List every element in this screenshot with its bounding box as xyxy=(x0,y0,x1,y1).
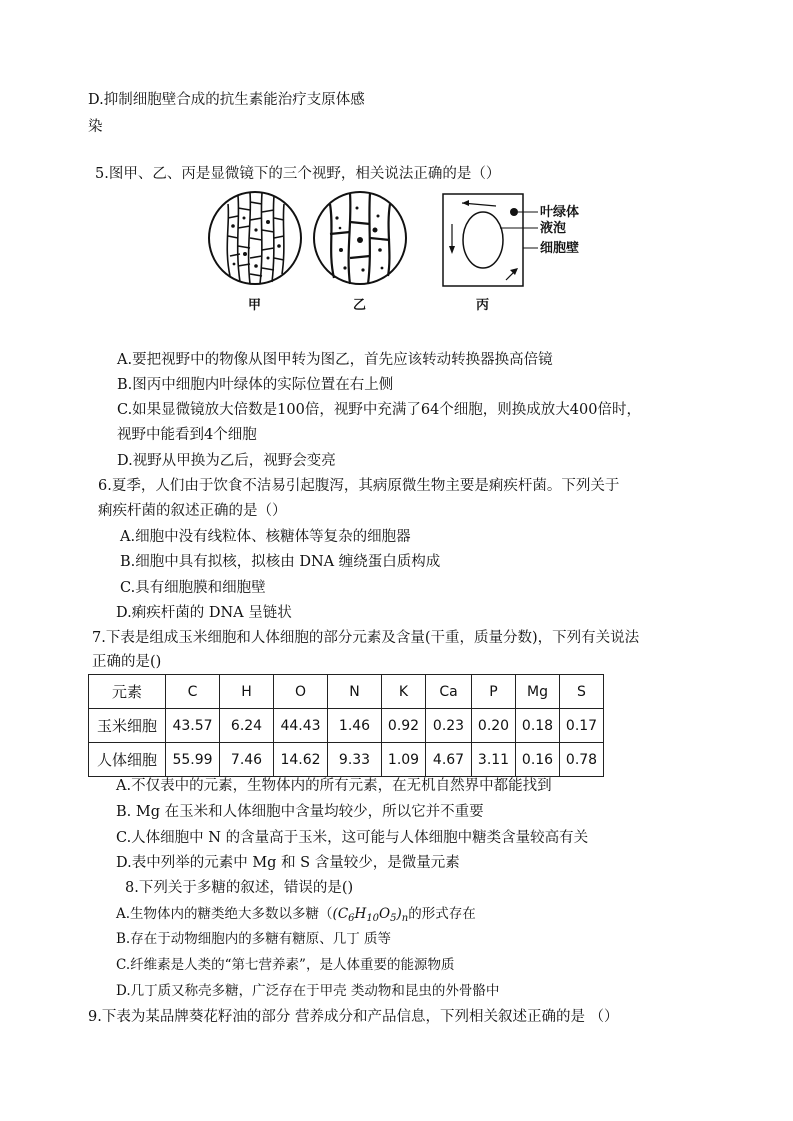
q5-option-b: B.图丙中细胞内叶绿体的实际位置在右上侧 xyxy=(117,377,394,393)
label-yi: 乙 xyxy=(353,298,367,313)
q7-option-d: D.表中列举的元素中 Mg 和 S 含量较少，是微量元素 xyxy=(116,855,460,871)
q5-option-d: D.视野从甲换为乙后，视野会变亮 xyxy=(117,453,336,469)
table-cell: 9.33 xyxy=(328,743,382,777)
table-header-row xyxy=(89,675,604,709)
q7-option-b: B. Mg 在玉米和人体细胞中含量均较少，所以它并不重要 xyxy=(116,804,484,820)
element-content-table xyxy=(88,674,604,777)
table-cell: 玉米细胞 xyxy=(89,709,166,743)
q6-option-c: C.具有细胞膜和细胞壁 xyxy=(120,580,266,596)
q5-stem: 5.图甲、乙、丙是显微镜下的三个视野，相关说法正确的是（） xyxy=(95,166,501,182)
table-cell: 55.99 xyxy=(166,743,220,777)
formula-close: ) xyxy=(396,906,402,922)
formula-sub-6: 6 xyxy=(348,913,355,924)
table-cell: Mg xyxy=(516,675,560,709)
table-row xyxy=(89,709,604,743)
formula-sub-10: 10 xyxy=(366,913,380,924)
table-cell: 3.11 xyxy=(472,743,516,777)
table-cell: Ca xyxy=(426,675,472,709)
table-cell: 0.78 xyxy=(560,743,604,777)
q8-option-d: D.几丁质又称壳多糖，广泛存在于甲壳 类动物和昆虫的外骨骼中 xyxy=(116,983,500,999)
table-cell: 人体细胞 xyxy=(89,743,166,777)
label-chloroplast: 叶绿体 xyxy=(540,205,580,220)
q6-stem-line2: 痢疾杆菌的叙述正确的是（） xyxy=(98,503,287,519)
table-cell: 元素 xyxy=(89,675,166,709)
q8-option-b: B.存在于动物细胞内的多糖有糖原、几丁 质等 xyxy=(116,931,392,947)
q5-figure xyxy=(200,188,600,318)
table-cell: S xyxy=(560,675,604,709)
formula-sub-5: 5 xyxy=(390,913,397,924)
table-cell: 0.17 xyxy=(560,709,604,743)
q6-option-d: D.痢疾杆菌的 DNA 呈链状 xyxy=(116,605,292,621)
q8-option-a-text: A.生物体内的糖类绝大多数以多糖（ xyxy=(116,906,333,922)
q5-option-c-line2: 视野中能看到4个细胞 xyxy=(117,427,257,443)
table-cell: C xyxy=(166,675,220,709)
table-cell: 4.67 xyxy=(426,743,472,777)
q8-option-a xyxy=(116,904,476,929)
table-cell: 0.23 xyxy=(426,709,472,743)
table-cell: 0.92 xyxy=(382,709,426,743)
table-cell: 44.43 xyxy=(274,709,328,743)
q5-option-c-line1: C.如果显微镜放大倍数是100倍，视野中充满了64个细胞，则换成放大400倍时， xyxy=(117,402,641,418)
field-jia xyxy=(209,192,301,284)
table-cell: K xyxy=(382,675,426,709)
label-cell-wall: 细胞壁 xyxy=(540,241,580,256)
label-jia: 甲 xyxy=(248,298,262,313)
q7-stem-line1: 7.下表是组成玉米细胞和人体细胞的部分元素及含量(干重，质量分数)，下列有关说法 xyxy=(92,630,640,646)
table-cell: 0.20 xyxy=(472,709,516,743)
q8-option-a-tail: 的形式存在 xyxy=(408,906,476,922)
label-vacuole: 液泡 xyxy=(540,221,567,236)
q7-option-a: A.不仅表中的元素，生物体内的所有元素，在无机自然界中都能找到 xyxy=(116,778,552,794)
table-cell: 0.18 xyxy=(516,709,560,743)
table-cell: 14.62 xyxy=(274,743,328,777)
polysaccharide-formula xyxy=(333,906,409,922)
formula-sub-n: n xyxy=(401,913,409,924)
q5-option-a: A.要把视野中的物像从图甲转为图乙，首先应该转动转换器换高倍镜 xyxy=(117,352,553,368)
table-cell: 1.46 xyxy=(328,709,382,743)
field-bing xyxy=(443,194,538,286)
table-cell: 0.16 xyxy=(516,743,560,777)
q6-option-b: B.细胞中具有拟核，拟核由 DNA 缠绕蛋白质构成 xyxy=(120,554,441,570)
table-cell: H xyxy=(220,675,274,709)
formula-o: O xyxy=(379,906,391,922)
q6-stem-line1: 6.夏季，人们由于饮食不洁易引起腹泻，其病原微生物主要是痢疾杆菌。下列关于 xyxy=(98,478,620,494)
formula-open: (C xyxy=(332,906,349,922)
q9-stem: 9.下表为某品牌葵花籽油的部分 营养成分和产品信息，下列相关叙述正确的是 （） xyxy=(88,1009,619,1025)
q7-stem-line2: 正确的是() xyxy=(92,654,162,670)
q8-option-c: C.纤维素是人类的“第七营养素”，是人体重要的能源物质 xyxy=(116,957,455,973)
q7-option-c: C.人体细胞中 N 的含量高于玉米，这可能与人体细胞中糖类含量较高有关 xyxy=(116,830,589,846)
table-cell: P xyxy=(472,675,516,709)
formula-h: H xyxy=(354,906,367,922)
q8-stem: 8.下列关于多糖的叙述，错误的是() xyxy=(125,880,354,896)
table-row xyxy=(89,743,604,777)
table-cell: O xyxy=(274,675,328,709)
label-bing: 丙 xyxy=(476,298,490,313)
q6-option-a: A.细胞中没有线粒体、核糖体等复杂的细胞器 xyxy=(120,529,411,545)
table-cell: 6.24 xyxy=(220,709,274,743)
field-yi xyxy=(314,192,406,284)
q4-option-d-line2: 染 xyxy=(88,119,103,135)
table-cell: 1.09 xyxy=(382,743,426,777)
table-cell: 43.57 xyxy=(166,709,220,743)
table-cell: N xyxy=(328,675,382,709)
q4-option-d-line1: D.抑制细胞壁合成的抗生素能治疗支原体感 xyxy=(88,92,365,108)
table-cell: 7.46 xyxy=(220,743,274,777)
